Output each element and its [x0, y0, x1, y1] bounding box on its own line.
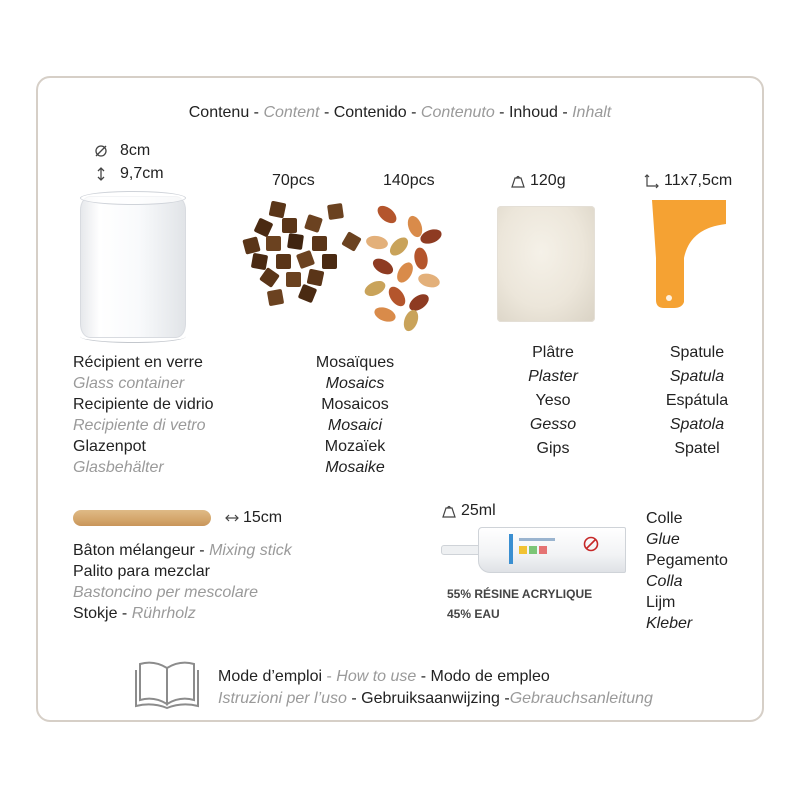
plaster-bag-image [497, 206, 595, 322]
name-es: Espátula [665, 392, 729, 409]
tube-label-stripe [519, 546, 527, 554]
name-en: Mosaics [325, 375, 385, 392]
glass-height [94, 163, 164, 184]
mixing-stick-image [73, 510, 211, 526]
plaster-weight [510, 170, 566, 191]
name-es: Recipiente de vidrio [73, 396, 214, 413]
name-en: Glass container [73, 375, 185, 392]
glass-container-image [80, 196, 186, 338]
name-es: Mosaicos [321, 396, 389, 413]
instructions-part: Istruzioni per l’uso [218, 690, 347, 707]
glue-volume [441, 500, 496, 521]
name-nl: Spatel [674, 440, 720, 457]
header-sep: - [406, 104, 421, 121]
dimensions-icon [644, 173, 660, 189]
glue-volume-value: 25ml [461, 502, 496, 519]
name-nl: Stokje [73, 605, 118, 622]
instructions-sep: - [416, 668, 431, 685]
open-book-icon [134, 658, 200, 710]
weight-icon [510, 174, 526, 188]
name-it: Bastoncino per mescolare [73, 584, 258, 601]
plaster-weight-value: 120g [530, 172, 566, 189]
stick-names [73, 540, 292, 624]
instructions-line-1 [218, 666, 653, 688]
name-fr: Plâtre [532, 344, 574, 361]
header-sep: - [557, 104, 573, 121]
name-nl: Glazenpot [73, 438, 146, 455]
glue-tube-image [478, 527, 626, 573]
header-part: Contenu [188, 104, 250, 121]
header-sep: - [249, 104, 264, 121]
instructions-part: Gebrauchsanleitung [509, 690, 653, 707]
mosaic-square-tiles-image [238, 198, 368, 308]
name-de: Mosaike [325, 459, 385, 476]
instructions-sep: - [499, 690, 510, 707]
glass-names [73, 352, 214, 478]
name-en: Spatula [669, 368, 725, 385]
instructions-sep: - [322, 668, 337, 685]
name-fr: Spatule [669, 344, 725, 361]
name-sep: - [194, 542, 210, 559]
glass-height-value: 9,7cm [120, 165, 164, 182]
glue-tube-nozzle [441, 545, 483, 555]
name-fr: Bâton mélangeur [73, 542, 195, 559]
header-part: Contenuto [420, 104, 495, 121]
name-de: Rührholz [131, 605, 196, 622]
instructions-part: Mode d’emploi [218, 668, 323, 685]
instructions-part: How to use [336, 668, 417, 685]
name-it: Colla [646, 573, 683, 590]
name-de: Glasbehälter [73, 459, 164, 476]
tube-label-stripe [519, 538, 555, 541]
composition-resin: 55% RÉSINE ACRYLIQUE [447, 587, 593, 601]
glass-diameter [94, 140, 150, 161]
name-es: Pegamento [646, 552, 728, 569]
length-arrow-icon [224, 513, 240, 523]
glue-composition [447, 584, 592, 624]
name-en: Plaster [528, 368, 578, 385]
glass-diameter-value: 8cm [120, 142, 151, 159]
spatula-image [650, 198, 728, 310]
instructions-part: Gebruiksaanwijzing [361, 690, 500, 707]
composition-water: 45% EAU [447, 607, 500, 621]
header-sep: - [319, 104, 334, 121]
header-sep: - [494, 104, 509, 121]
instructions-line-2 [218, 688, 653, 710]
tube-label-stripe [539, 546, 547, 554]
header-part: Inhalt [572, 104, 612, 121]
name-nl: Mozaïek [324, 438, 386, 455]
name-fr: Mosaïques [315, 354, 395, 371]
instructions-sep: - [346, 690, 362, 707]
header-part: Inhoud [508, 104, 558, 121]
name-it: Mosaici [327, 417, 383, 434]
header-part: Content [263, 104, 320, 121]
name-en: Glue [646, 531, 680, 548]
no-children-symbol [583, 536, 599, 552]
weight-icon [441, 504, 457, 518]
instructions-text [218, 666, 653, 710]
mosaic-names [300, 352, 410, 478]
spatula-size [644, 170, 732, 191]
header-part: Contenido [333, 104, 407, 121]
name-it: Recipiente di vetro [73, 417, 206, 434]
name-en: Mixing stick [209, 542, 292, 559]
stick-length [224, 507, 282, 528]
spatula-names [644, 341, 750, 461]
tube-label-stripe [529, 546, 537, 554]
glue-names [646, 508, 728, 634]
diameter-icon [94, 144, 108, 158]
name-sep: - [117, 605, 132, 622]
mosaic-square-quantity: 70pcs [272, 172, 315, 189]
contents-header [36, 102, 764, 123]
name-es: Yeso [535, 392, 571, 409]
name-nl: Gips [536, 440, 570, 457]
name-de: Kleber [646, 615, 693, 632]
mosaic-leaf-tiles-image [362, 200, 442, 332]
name-fr: Récipient en verre [73, 354, 203, 371]
name-it: Spatola [669, 416, 725, 433]
stick-length-value: 15cm [243, 509, 283, 526]
plaster-names [500, 341, 606, 461]
mosaic-leaf-quantity: 140pcs [383, 172, 435, 189]
tube-label-stripe [509, 534, 513, 564]
height-arrow-icon [94, 166, 108, 182]
name-es: Palito para mezclar [73, 563, 210, 580]
spatula-size-value: 11x7,5cm [664, 172, 733, 189]
name-fr: Colle [646, 510, 683, 527]
instructions-part: Modo de empleo [430, 668, 550, 685]
name-it: Gesso [529, 416, 577, 433]
name-nl: Lijm [646, 594, 676, 611]
